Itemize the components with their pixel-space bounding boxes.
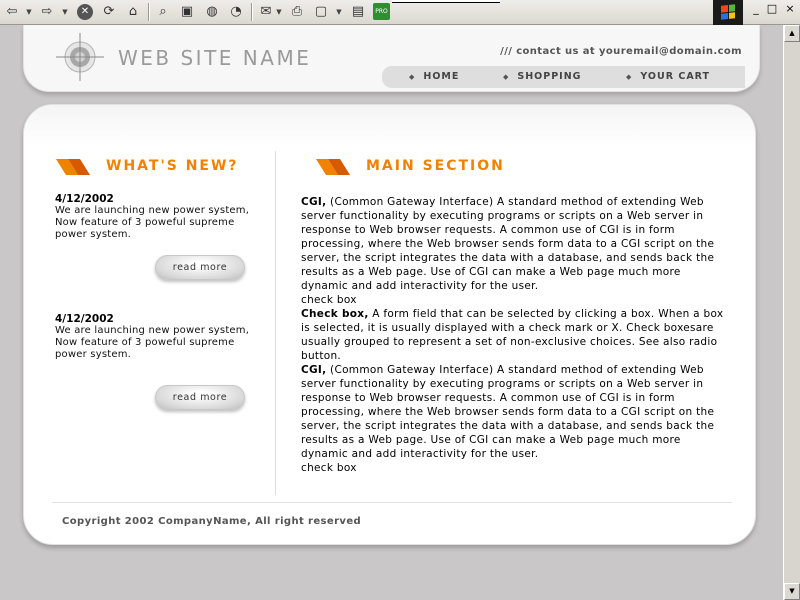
definition: check box (301, 462, 357, 474)
read-more-button[interactable]: read more (155, 255, 245, 280)
content-paragraph (301, 195, 726, 293)
refresh-icon[interactable]: ⟳ (103, 4, 115, 19)
print-icon[interactable]: ⎙ (291, 4, 303, 19)
copyright-text: Copyright 2002 CompanyName, All right reserved (62, 516, 362, 527)
nav-label: SHOPPING (517, 71, 582, 82)
nav-bullet-icon: ◆ (503, 73, 510, 81)
news-date: 4/12/2002 (55, 193, 114, 205)
media-icon[interactable]: ◍ (206, 4, 218, 19)
main-content (301, 195, 726, 475)
whats-new-heading (56, 155, 239, 177)
term: CGI, (301, 364, 327, 376)
content-paragraph (301, 307, 726, 363)
news-date: 4/12/2002 (55, 313, 114, 325)
definition: (Common Gateway Interface) A standard method of extending Web server functionality by executing programs or scripts on a Web server in response to Web browser requests. A common use of CGI is in form processing, where the Web browser sends form data to a CGI script on the server, the script integrates the data with a database, and sends back the results as a Web page. Use of CGI can make a Web page much more dynamic and add interactivity for the user. (301, 196, 715, 292)
content-paragraph (301, 363, 726, 461)
main-panel (23, 104, 756, 545)
nav-home[interactable] (409, 71, 459, 82)
address-strip (392, 0, 500, 3)
contact-email-link[interactable]: /// contact us at youremail@domain.com (500, 46, 742, 57)
history-icon[interactable]: ◔ (230, 4, 242, 19)
mail-icon[interactable]: ✉ (260, 4, 272, 19)
panel-top-shade (24, 105, 755, 145)
main-section-title: MAIN SECTION (366, 158, 505, 174)
back-arrow-icon[interactable]: ⇦ (6, 4, 18, 19)
discuss-icon[interactable]: ▤ (351, 4, 365, 19)
news-text: We are launching new power system, Now feature of 3 poweful supreme power system. (55, 325, 250, 360)
crosshair-logo-icon (56, 33, 104, 81)
messenger-icon[interactable] (373, 3, 390, 20)
nav-bullet-icon: ◆ (409, 73, 416, 81)
definition: A form field that can be selected by clicking a box. When a box is selected, it is usually displayed with a check mark or X. Check boxesare usually grouped to represent a set of non-exclusive choices. See also radio button. (301, 308, 724, 362)
footer-divider (52, 502, 732, 503)
back-dropdown-icon[interactable]: ▼ (26, 8, 32, 16)
main-nav (382, 66, 745, 88)
search-icon[interactable]: ⌕ (159, 4, 167, 19)
whats-new-title: WHAT'S NEW? (106, 158, 239, 174)
site-name: WEB SITE NAME (118, 46, 312, 70)
forward-arrow-icon[interactable]: ⇨ (41, 4, 53, 19)
news-item (55, 313, 255, 361)
home-icon[interactable]: ⌂ (128, 4, 138, 19)
nav-bullet-icon: ◆ (626, 73, 633, 81)
read-more-button[interactable]: read more (155, 385, 245, 410)
column-divider (275, 151, 276, 495)
close-button[interactable]: × (785, 2, 795, 15)
definition: check box (301, 294, 357, 306)
content-paragraph (301, 461, 726, 475)
content-paragraph (301, 293, 726, 307)
toolbar-separator (251, 3, 253, 21)
minimize-button[interactable]: _ (753, 2, 759, 15)
restore-button[interactable]: □ (766, 2, 778, 15)
definition: (Common Gateway Interface) A standard method of extending Web server functionality by executing programs or scripts on a Web server in response to Web browser requests. A common use of CGI is in form processing, where the Web browser sends form data to a CGI script on the server, the script integrates the data with a database, and sends back the results as a Web page. Use of CGI can make a Web page much more dynamic and add interactivity for the user. (301, 364, 715, 460)
edit-dropdown-icon[interactable]: ▼ (336, 8, 342, 16)
nav-label: HOME (423, 71, 460, 82)
orange-chevron-icon (316, 155, 356, 177)
windows-logo-icon (713, 0, 743, 25)
pro-label: PRO (375, 8, 388, 15)
nav-shopping[interactable] (503, 71, 581, 82)
edit-icon[interactable]: ▢ (314, 4, 328, 19)
mail-dropdown-icon[interactable]: ▼ (276, 8, 282, 16)
favorites-icon[interactable]: ▣ (180, 4, 194, 19)
scroll-up-icon[interactable]: ▲ (784, 25, 800, 42)
term: CGI, (301, 196, 327, 208)
nav-your-cart[interactable] (626, 71, 710, 82)
news-item (55, 193, 255, 241)
vertical-scrollbar[interactable] (783, 25, 800, 600)
nav-label: YOUR CART (640, 71, 711, 82)
main-section-heading (316, 155, 505, 177)
forward-dropdown-icon[interactable]: ▼ (62, 8, 68, 16)
news-text: We are launching new power system, Now feature of 3 poweful supreme power system. (55, 205, 250, 240)
scroll-down-icon[interactable]: ▼ (784, 583, 800, 600)
orange-chevron-icon (56, 155, 96, 177)
browser-toolbar (0, 0, 800, 25)
stop-icon[interactable]: ✕ (77, 4, 93, 20)
site-header (23, 25, 760, 92)
term: Check box, (301, 308, 369, 320)
toolbar-separator (148, 3, 150, 21)
